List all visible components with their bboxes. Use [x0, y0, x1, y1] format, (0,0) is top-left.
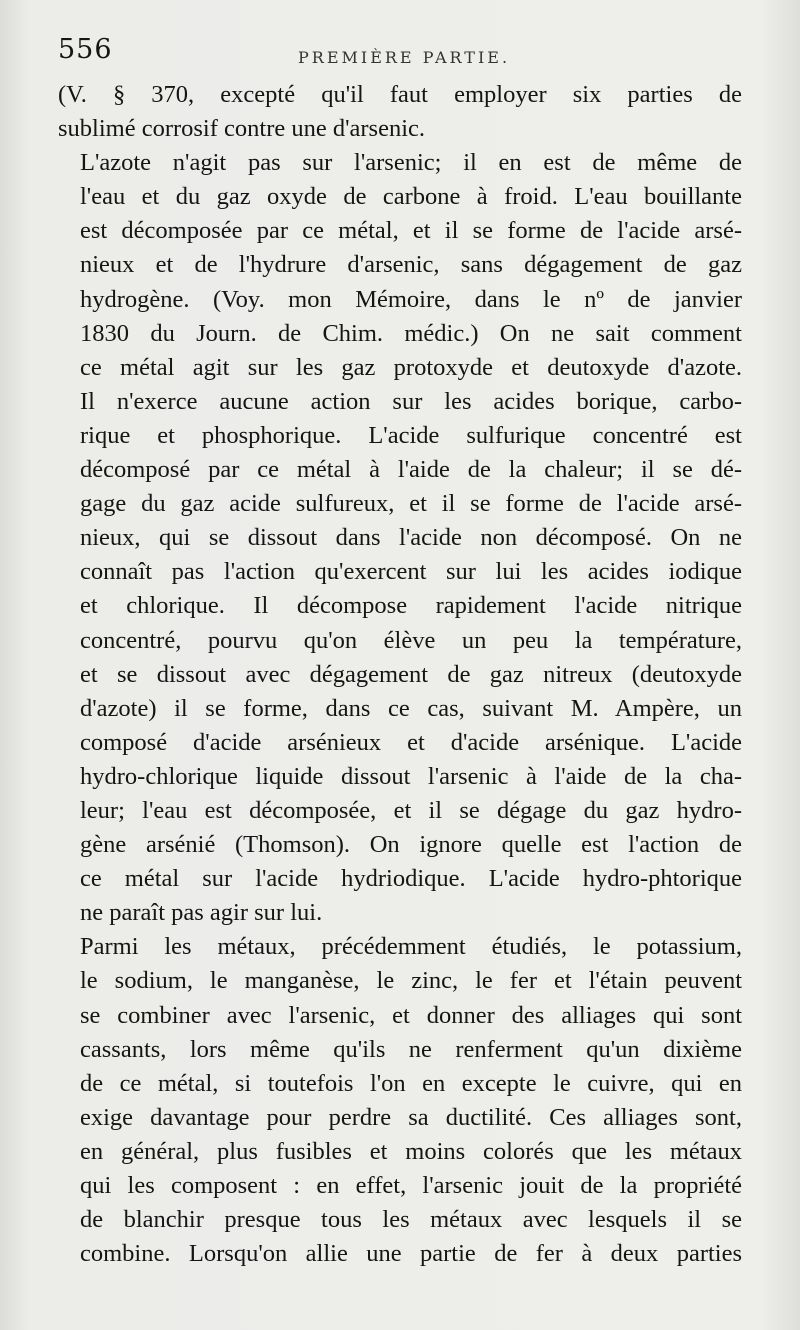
text-line: gage du gaz acide sulfureux, et il se forme de l'acide arsé- [80, 490, 742, 518]
text-line: ce métal sur l'acide hydriodique. L'acide hydro-phtorique [80, 865, 742, 893]
text-line: rique et phosphorique. L'acide sulfurique concentré est [80, 421, 742, 449]
paragraph [52, 930, 742, 1271]
text-line: (V. § 370, excepté qu'il faut employer six parties de [58, 81, 742, 108]
text-line: cassants, lors même qu'ils ne renferment qu'un dixième [80, 1035, 742, 1063]
paragraph [52, 78, 742, 146]
text-line: et se dissout avec dégagement de gaz nitreux (deutoxyde [80, 660, 742, 688]
text-line: l'eau et du gaz oxyde de carbone à froid. L'eau bouillante [80, 183, 742, 211]
text-line: d'azote) il se forme, dans ce cas, suivant M. Ampère, un [80, 694, 742, 722]
text-line: le sodium, le manganèse, le zinc, le fer et l'étain peuvent [80, 967, 742, 995]
text-line: de ce métal, si toutefois l'on en excepte le cuivre, qui en [80, 1069, 742, 1097]
text-line: décomposé par ce métal à l'aide de la chaleur; il se dé- [80, 456, 742, 484]
text-line: connaît pas l'action qu'exercent sur lui les acides iodique [80, 558, 742, 586]
page-number: 556 [58, 34, 113, 65]
paragraph [52, 385, 742, 931]
text-line: nieux et de l'hydrure d'arsenic, sans dégagement de gaz [80, 251, 742, 279]
text-line: exige davantage pour perdre sa ductilité. Ces alliages sont, [80, 1103, 742, 1131]
text-line: concentré, pourvu qu'on élève un peu la température, [80, 626, 742, 654]
text-line: combine. Lorsqu'on allie une partie de fer à deux parties [80, 1240, 742, 1268]
text-line: en général, plus fusibles et moins colorés que les métaux [80, 1137, 742, 1165]
text-line: hydro-chlorique liquide dissout l'arsenic à l'aide de la cha- [80, 762, 742, 790]
text-line: ce métal agit sur les gaz protoxyde et deutoxyde d'azote. [80, 353, 742, 381]
text-line: Parmi les métaux, précédemment étudiés, le potassium, [80, 933, 742, 961]
text-line: leur; l'eau est décomposée, et il se dégage du gaz hydro- [80, 796, 742, 824]
text-line: hydrogène. (Voy. mon Mémoire, dans le nº de janvier [80, 285, 742, 313]
text-line: sublimé corrosif contre une d'arsenic. [58, 115, 426, 143]
text-line: est décomposée par ce métal, et il se forme de l'acide arsé- [80, 217, 742, 245]
text-line: Il n'exerce aucune action sur les acides borique, carbo- [80, 387, 742, 415]
text-line: nieux, qui se dissout dans l'acide non décomposé. On ne [80, 524, 742, 552]
page-header [58, 34, 748, 74]
running-head: PREMIÈRE PARTIE. [298, 48, 511, 67]
text-line: L'azote n'agit pas sur l'arsenic; il en est de même de [80, 149, 742, 177]
text-line: 1830 du Journ. de Chim. médic.) On ne sait comment [80, 319, 742, 347]
text-line: gène arsénié (Thomson). On ignore quelle est l'action de [80, 831, 742, 859]
text-line: et chlorique. Il décompose rapidement l'acide nitrique [80, 592, 742, 620]
paragraph [52, 146, 742, 385]
text-line: se combiner avec l'arsenic, et donner des alliages qui sont [80, 1001, 742, 1029]
text-line: de blanchir presque tous les métaux avec lesquels il se [80, 1206, 742, 1234]
text-line: composé d'acide arsénieux et d'acide arsénique. L'acide [80, 728, 742, 756]
text-line: qui les composent : en effet, l'arsenic jouit de la propriété [80, 1172, 742, 1199]
body-text [52, 78, 742, 1271]
text-line: ne paraît pas agir sur lui. [80, 899, 323, 927]
